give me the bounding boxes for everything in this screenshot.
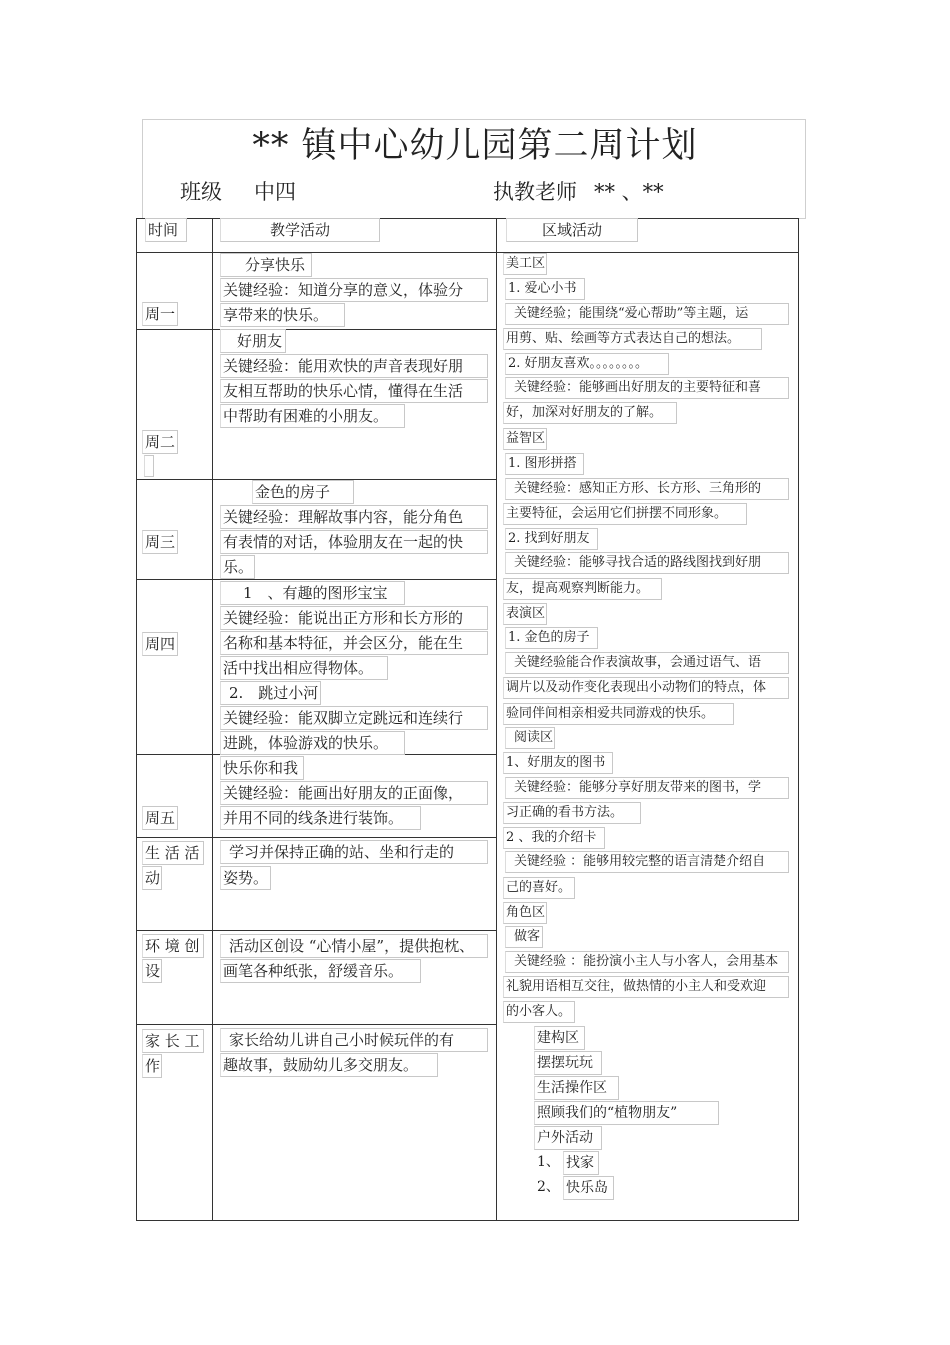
day-label-thu: 周四 [142,632,178,656]
area-line: 1. 爱心小书 [505,278,585,300]
activity-line: 关键经验：能用欢快的声音表现好朋 [220,354,488,378]
activity-line: 中帮助有困难的小朋友。 [220,404,405,428]
area-extra-line: 2、 [537,1179,560,1195]
area-line: 验同伴间相亲相爱共同游戏的快乐。 [503,703,734,725]
area-line: 2. 好朋友喜欢。。。。。。。。 [505,353,669,375]
row-label-parent-cont: 作 [142,1054,162,1078]
teacher-label: 执教老师 [493,180,577,204]
area-line: 角色区 [503,902,547,924]
area-line: 调片以及动作变化表现出小动物们的特点，体 [503,677,789,699]
area-extra-line: 建构区 [534,1026,585,1050]
area-line: 关键经验：感知正方形、长方形、三角形的 [505,478,789,500]
row-label-env: 环 境 创 [142,934,204,958]
activity-line: 进跳，体验游戏的快乐。 [220,731,405,755]
activity-title-mon: 分享快乐 [220,253,312,277]
activity-title-fri: 快乐你和我 [220,756,304,780]
area-extra-line: 户外活动 [534,1126,602,1150]
activity-title-thu: 1 、有趣的图形宝宝 [220,581,405,605]
activity-line: 有表情的对话，体验朋友在一起的快 [220,530,488,554]
life-activity-line: 姿势。 [220,866,271,890]
area-extra-line: 照顾我们的“植物朋友” [534,1101,719,1125]
area-line: 关键经验 ：能够用较完整的语言清楚介绍自 [505,851,789,873]
area-line: 2 、我的介绍卡 [503,827,605,849]
activity-line: 并用不同的线条进行装饰。 [220,806,421,830]
area-line: 用剪、贴、绘画等方式表达自己的想法。 [503,328,762,350]
activity-line: 活中找出相应得物体。 [220,656,388,680]
activity-line: 友相互帮助的快乐心情，懂得在生活 [220,379,488,403]
area-line: 美工区 [503,253,547,275]
day-label-wed: 周三 [142,530,178,554]
class-label: 班级 [180,180,222,204]
area-extra-line: 找家 [563,1151,599,1175]
page-title: ** 镇中心幼儿园第二周计划 [252,126,698,166]
activity-line: 享带来的快乐。 [220,303,345,327]
area-line: 阅读区 [505,727,555,749]
teacher-value: ** 、** [594,180,664,204]
area-line: 好，加深对好朋友的了解。 [503,402,677,424]
class-value: 中四 [254,180,296,204]
parent-activity-line: 趣故事，鼓励幼儿多交朋友。 [220,1053,438,1077]
area-line: 益智区 [503,428,547,450]
area-line: 1. 图形拼搭 [505,453,584,475]
parent-activity-line: 家长给幼儿讲自己小时候玩伴的有 [220,1028,488,1052]
activity-line: 名称和基本特征，并会区分，能在生 [220,631,488,655]
activity-line: 关键经验：知道分享的意义，体验分 [220,278,488,302]
area-line: 主要特征，会运用它们拼摆不同形象。 [503,503,747,525]
area-line: 关键经验 ：能扮演小主人与小客人，会用基本 [505,951,789,973]
env-activity-line: 活动区创设 “心情小屋”，提供抱枕、 [220,934,488,958]
area-line: 关键经验：能够画出好朋友的主要特征和喜 [505,377,789,399]
activity-line: 关键经验：能画出好朋友的正面像， [220,781,488,805]
activity-title-tue: 好朋友 [220,329,286,353]
activity-line: 关键经验：能说出正方形和长方形的 [220,606,488,630]
activity-line: 关键经验：理解故事内容，能分角色 [220,505,488,529]
life-activity-line: 学习并保持正确的站、坐和行走的 [220,840,488,864]
activity-line: 乐。 [220,555,255,579]
area-extra-line: 生活操作区 [534,1076,619,1100]
area-line: 的小客人。 [503,1001,575,1023]
day-label-fri: 周五 [142,806,178,830]
day-label-mon: 周一 [142,302,178,326]
area-line: 表演区 [503,603,547,625]
area-line: 2. 找到好朋友 [505,528,598,550]
area-line: 关键经验能合作表演故事，会通过语气、语 [505,652,789,674]
activity-title-thu-2: 2. 跳过小河 [220,681,321,705]
area-line: 关键经验：能够分享好朋友带来的图书，学 [505,777,789,799]
area-line: 1、好朋友的图书 [503,752,613,774]
area-line: 友，提高观察判断能力。 [503,578,662,600]
area-line: 习正确的看书方法。 [503,802,641,824]
activity-title-wed: 金色的房子 [252,480,354,504]
row-label-life: 生 活 活 [142,841,204,865]
area-line: 关键经验；能围绕“爱心帮助”等主题，运 [505,303,789,325]
column-header-time: 时间 [145,218,187,242]
activity-line: 关键经验：能双脚立定跳远和连续行 [220,706,488,730]
area-line: 礼貌用语相互交往，做热情的小主人和受欢迎 [503,976,789,998]
day-label-tue: 周二 [142,430,178,454]
area-line: 1. 金色的房子 [505,627,598,649]
empty-cell-marker [144,455,154,477]
area-extra-line: 摆摆玩玩 [534,1051,602,1075]
env-activity-line: 画笔各种纸张，舒缓音乐。 [220,959,421,983]
area-line: 做客 [505,926,543,948]
area-line: 己的喜好。 [503,877,575,899]
row-label-env-cont: 设 [142,959,162,983]
row-label-parent: 家 长 工 [142,1029,204,1053]
row-label-life-cont: 动 [142,866,162,890]
area-line: 关键经验：能够寻找合适的路线图找到好朋 [505,552,789,574]
column-header-teaching: 教学活动 [220,218,380,242]
area-extra-line: 1、 [537,1154,560,1170]
area-extra-line: 快乐岛 [563,1176,614,1200]
column-header-area: 区域活动 [506,218,638,242]
